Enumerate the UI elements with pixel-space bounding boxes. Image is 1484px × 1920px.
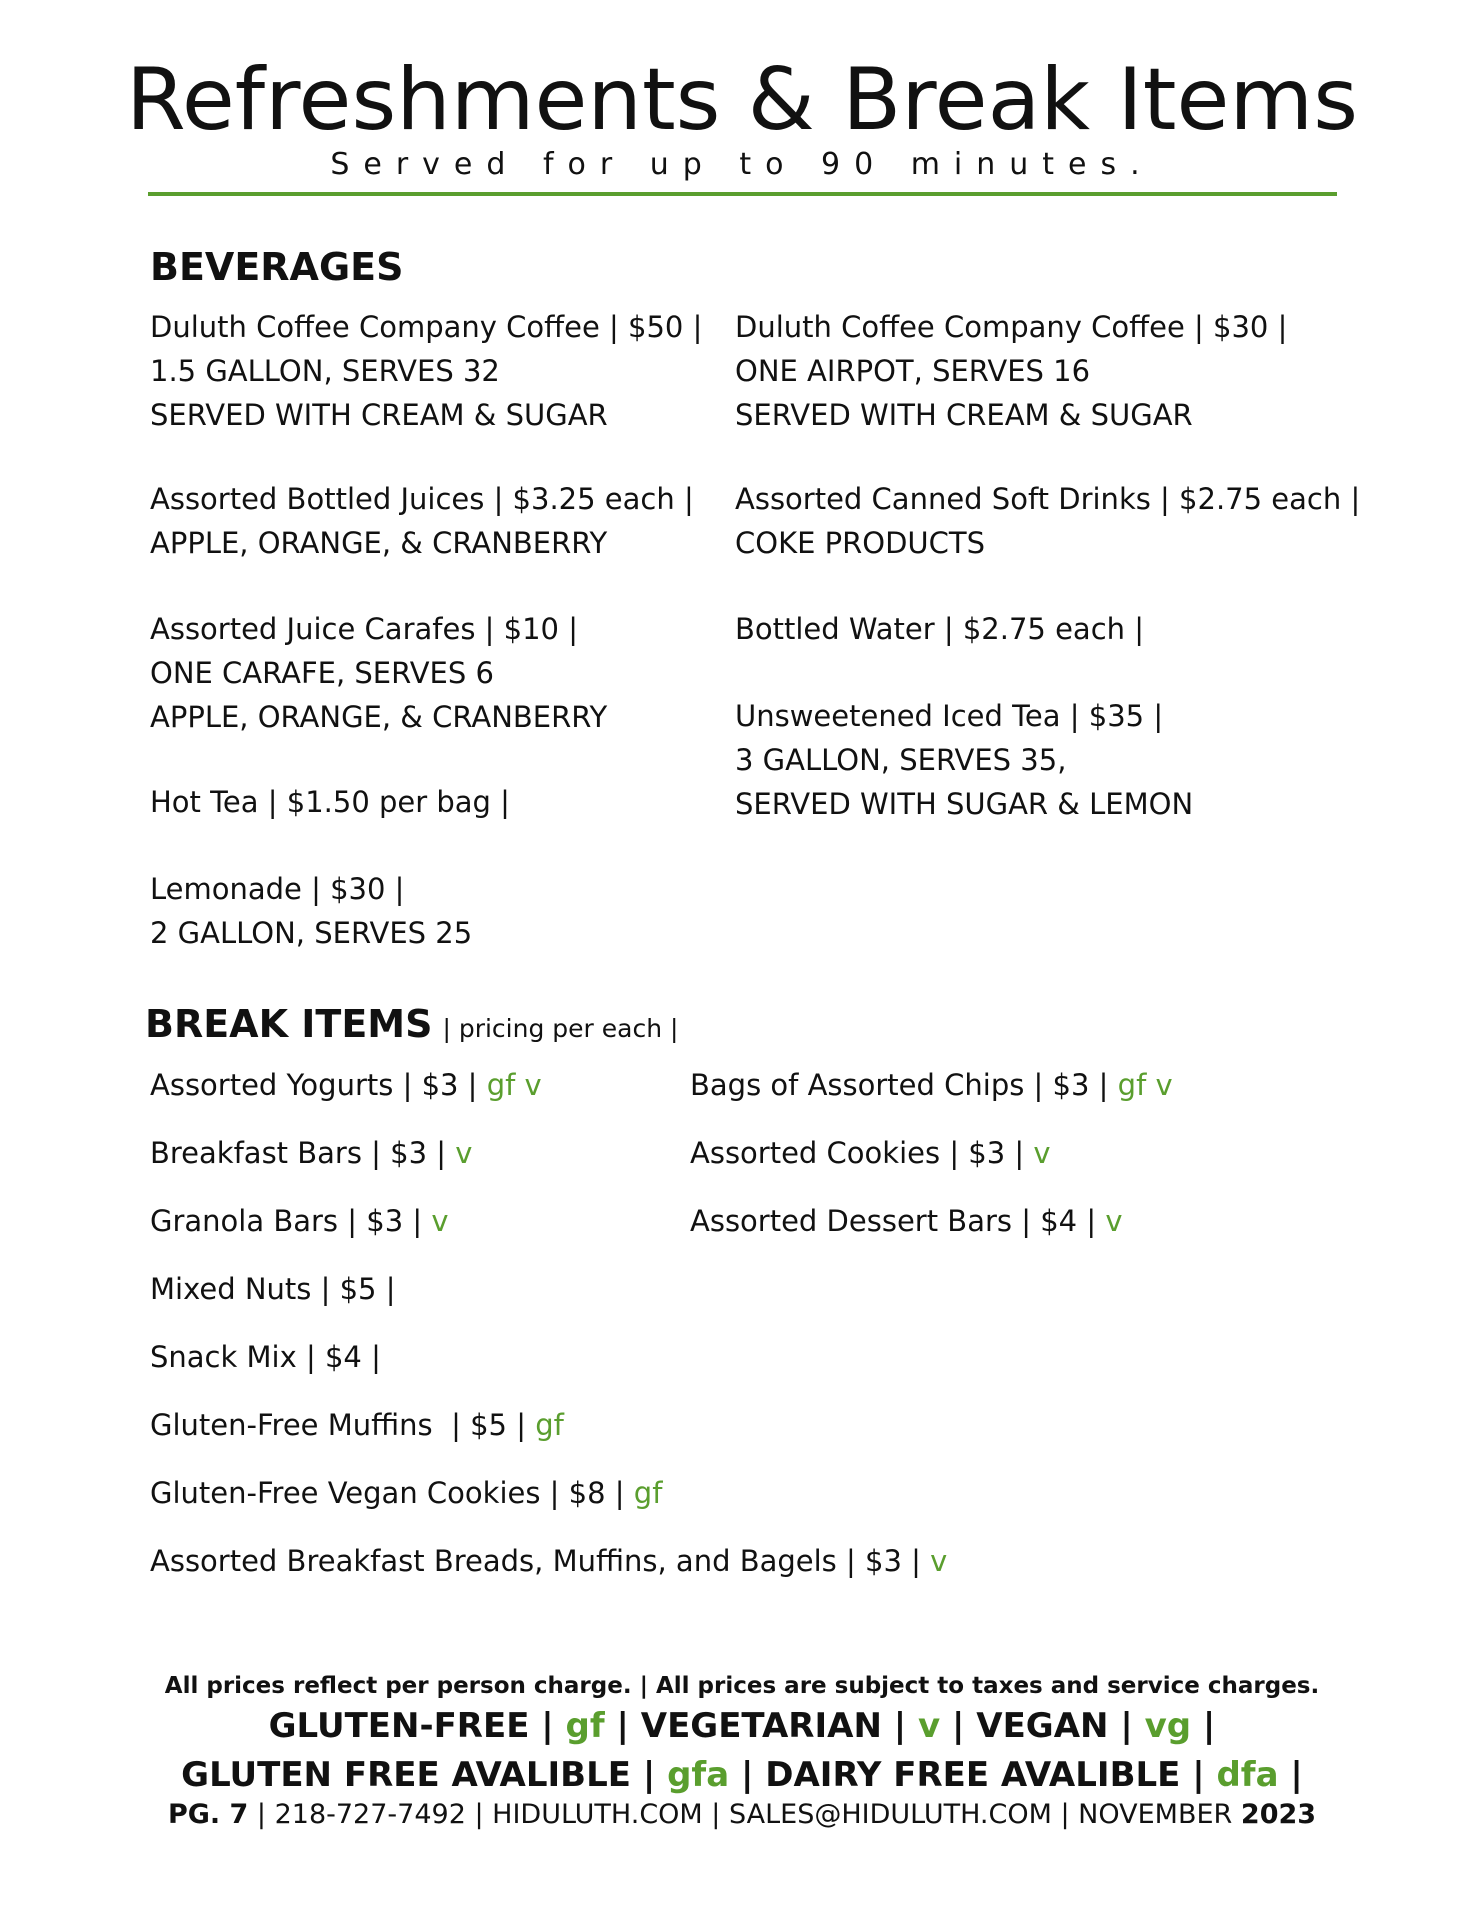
beverage-item [150, 607, 607, 739]
diet-tag: v [930, 1544, 948, 1578]
legend-text: | VEGAN | [940, 1706, 1145, 1746]
break-item [150, 1267, 395, 1311]
break-item [150, 1471, 662, 1515]
item-title: Assorted Canned Soft Drinks | $2.75 each | [735, 482, 1361, 516]
legend-code: dfa [1216, 1755, 1279, 1795]
item-detail: 3 GALLON, SERVES 35, [735, 743, 1067, 777]
item-title: Snack Mix | $4 | [150, 1340, 381, 1374]
break-item [150, 1403, 564, 1447]
item-title: Assorted Juice Carafes | $10 | [150, 612, 578, 646]
heading-text: BREAK ITEMS [145, 1002, 433, 1046]
item-title: Lemonade | $30 | [150, 872, 405, 906]
break-item [690, 1131, 1051, 1175]
legend-code: gf [565, 1706, 605, 1746]
contact-line [0, 1797, 1484, 1833]
item-title: Unsweetened Iced Tea | $35 | [735, 699, 1164, 733]
break-item [150, 1131, 472, 1175]
beverage-item [735, 694, 1193, 826]
item-detail: 2 GALLON, SERVES 25 [150, 916, 473, 950]
beverage-item [735, 477, 1360, 565]
item-detail: APPLE, ORANGE, & CRANBERRY [150, 526, 608, 560]
diet-tag: gf v [1117, 1068, 1173, 1102]
item-title: Granola Bars | $3 | [150, 1204, 423, 1238]
item-title: Assorted Yogurts | $3 | [150, 1068, 478, 1102]
legend-text: | DAIRY FREE AVALIBLE | [729, 1755, 1217, 1795]
page-number: PG. 7 [167, 1799, 249, 1830]
diet-tag: gf [633, 1476, 663, 1510]
beverage-item [150, 477, 694, 565]
item-title: Gluten-Free Muffins | $5 | [150, 1408, 526, 1442]
item-detail: 1.5 GALLON, SERVES 32 [150, 354, 500, 388]
item-detail: ONE AIRPOT, SERVES 16 [735, 354, 1091, 388]
diet-tag: gf [535, 1408, 564, 1442]
beverage-item [735, 607, 1144, 651]
break-item [690, 1063, 1173, 1107]
pricing-disclaimer: All prices reflect per person charge. | All prices are subject to taxes and service charges. [164, 1673, 1320, 1699]
year: 2023 [1240, 1799, 1317, 1830]
item-detail: SERVED WITH CREAM & SUGAR [735, 398, 1193, 432]
item-title: Duluth Coffee Company Coffee | $30 | [735, 310, 1288, 344]
item-detail: APPLE, ORANGE, & CRANBERRY [150, 700, 608, 734]
item-title: Breakfast Bars | $3 | [150, 1136, 447, 1170]
legend-text: | [1191, 1706, 1216, 1746]
beverage-item [150, 305, 702, 437]
title-divider [148, 192, 1337, 196]
legend-text: GLUTEN FREE AVALIBLE | [181, 1755, 668, 1795]
legend-code: v [918, 1706, 941, 1746]
item-detail: SERVED WITH SUGAR & LEMON [735, 787, 1194, 821]
break-items-heading [145, 1002, 678, 1051]
item-detail: ONE CARAFE, SERVES 6 [150, 656, 494, 690]
legend-code: gfa [667, 1755, 730, 1795]
break-item [150, 1335, 381, 1379]
item-title: Assorted Dessert Bars | $4 | [690, 1204, 1097, 1238]
page-subtitle: Served for up to 90 minutes. [330, 147, 1154, 182]
item-title: Gluten-Free Vegan Cookies | $8 | [150, 1476, 625, 1510]
item-title: Duluth Coffee Company Coffee | $50 | [150, 310, 703, 344]
item-title: Assorted Cookies | $3 | [690, 1136, 1025, 1170]
item-detail: COKE PRODUCTS [735, 526, 986, 560]
availability-legend [0, 1753, 1484, 1797]
item-title: Bottled Water | $2.75 each | [735, 612, 1145, 646]
pricing-note: | pricing per each | [442, 1014, 679, 1043]
break-item [150, 1539, 947, 1583]
beverage-item [150, 780, 510, 824]
item-title: Bags of Assorted Chips | $3 | [690, 1068, 1109, 1102]
break-item [150, 1063, 542, 1107]
legend-text: | [1278, 1755, 1303, 1795]
item-title: Mixed Nuts | $5 | [150, 1272, 396, 1306]
item-title: Hot Tea | $1.50 per bag | [150, 785, 510, 819]
beverages-heading: BEVERAGES [150, 245, 404, 289]
legend-text: GLUTEN-FREE | [268, 1706, 566, 1746]
item-title: Assorted Bottled Juices | $3.25 each | [150, 482, 694, 516]
diet-tag: v [1105, 1204, 1123, 1238]
item-title: Assorted Breakfast Breads, Muffins, and Bagels | $3 | [150, 1544, 921, 1578]
diet-tag: gf v [486, 1068, 542, 1102]
contact-info: | 218-727-7492 | HIDULUTH.COM | SALES@HIDULUTH.COM | NOVEMBER [248, 1799, 1241, 1830]
legend-code: vg [1144, 1706, 1192, 1746]
beverage-item [735, 305, 1287, 437]
diet-legend [0, 1704, 1484, 1748]
diet-tag: v [455, 1136, 473, 1170]
legend-text: | VEGETARIAN | [604, 1706, 918, 1746]
diet-tag: v [1033, 1136, 1051, 1170]
break-item [150, 1199, 449, 1243]
item-detail: SERVED WITH CREAM & SUGAR [150, 398, 608, 432]
break-item [690, 1199, 1123, 1243]
page-title: Refreshments & Break Items [125, 50, 1358, 150]
diet-tag: v [431, 1204, 449, 1238]
beverage-item [150, 867, 472, 955]
